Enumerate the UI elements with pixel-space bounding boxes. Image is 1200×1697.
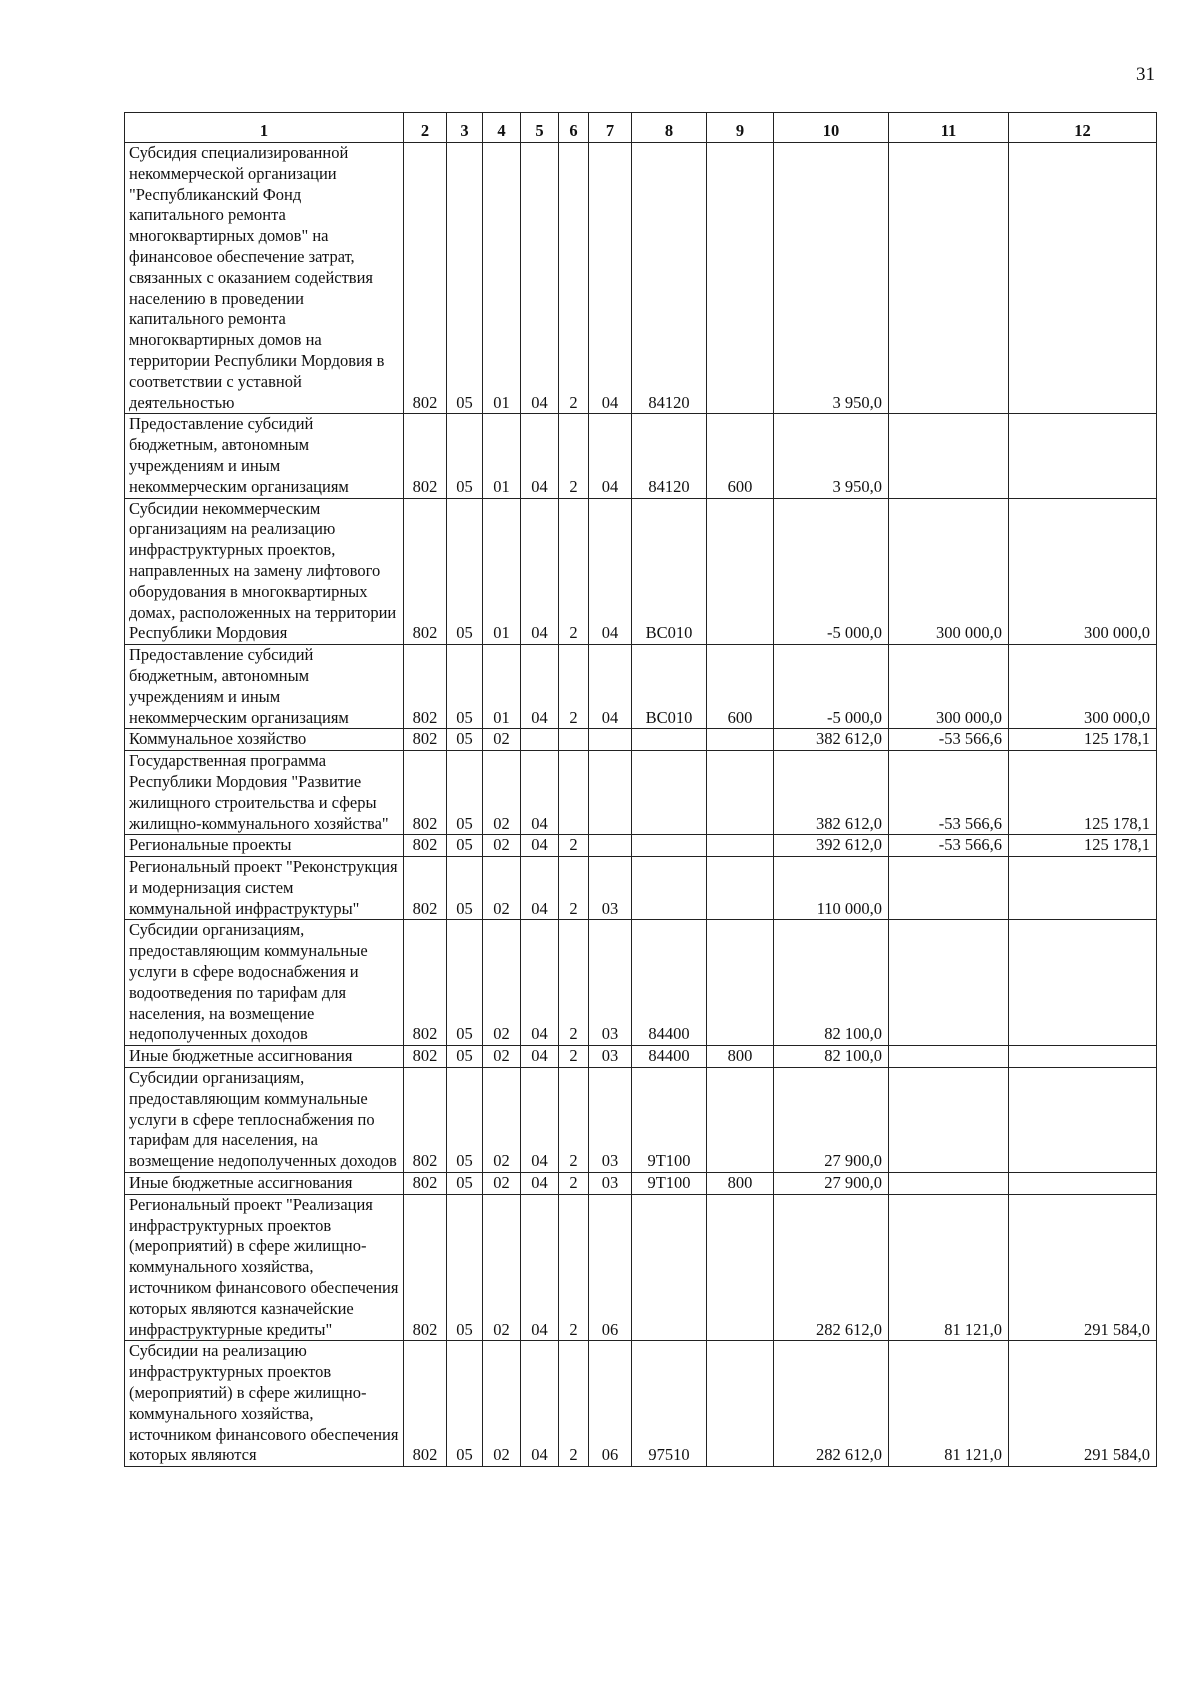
expense-type-cell: 800 (707, 1046, 774, 1068)
project-cell (589, 751, 632, 835)
section-cell: 05 (447, 414, 483, 498)
description-cell: Предоставление субсидий бюджетным, автономным учреждениям и иным некоммерческим организациям (125, 645, 404, 729)
subprogram-cell: 2 (559, 1341, 589, 1467)
program-cell: 04 (521, 1046, 559, 1068)
column-header: 4 (483, 113, 521, 143)
section-cell: 05 (447, 1046, 483, 1068)
amount-col11-cell (889, 920, 1009, 1046)
description-cell: Предоставление субсидий бюджетным, автономным учреждениям и иным некоммерческим организациям (125, 414, 404, 498)
amount-col10-cell: -5 000,0 (774, 498, 889, 645)
admin-code-cell: 802 (404, 414, 447, 498)
amount-col11-cell (889, 143, 1009, 414)
target-article-cell: 84120 (632, 143, 707, 414)
column-header: 9 (707, 113, 774, 143)
amount-col11-cell (889, 1173, 1009, 1195)
amount-col11-cell (889, 1068, 1009, 1173)
target-article-cell (632, 835, 707, 857)
subsection-cell: 01 (483, 143, 521, 414)
project-cell: 04 (589, 645, 632, 729)
expense-type-cell: 600 (707, 645, 774, 729)
project-cell: 03 (589, 920, 632, 1046)
column-header: 3 (447, 113, 483, 143)
subsection-cell: 02 (483, 751, 521, 835)
program-cell: 04 (521, 1173, 559, 1195)
description-cell: Субсидии организациям, предоставляющим коммунальные услуги в сфере водоснабжения и водоотведения по тарифам для населения, на возмещение недополученных доходов (125, 920, 404, 1046)
target-article-cell: BC010 (632, 498, 707, 645)
table-row (125, 143, 1157, 414)
program-cell: 04 (521, 857, 559, 920)
amount-col12-cell: 291 584,0 (1009, 1341, 1157, 1467)
column-header: 12 (1009, 113, 1157, 143)
amount-col12-cell: 125 178,1 (1009, 751, 1157, 835)
subsection-cell: 02 (483, 1046, 521, 1068)
table-row (125, 1173, 1157, 1195)
amount-col10-cell: 382 612,0 (774, 729, 889, 751)
subprogram-cell: 2 (559, 857, 589, 920)
amount-col12-cell: 300 000,0 (1009, 498, 1157, 645)
target-article-cell (632, 1194, 707, 1341)
section-cell: 05 (447, 143, 483, 414)
description-cell: Субсидии на реализацию инфраструктурных проектов (мероприятий) в сфере жилищно-коммунального хозяйства, источником финансового обеспечения которых являются (125, 1341, 404, 1467)
header-row (125, 113, 1157, 143)
program-cell: 04 (521, 645, 559, 729)
expense-type-cell (707, 1341, 774, 1467)
amount-col11-cell (889, 1046, 1009, 1068)
section-cell: 05 (447, 645, 483, 729)
subprogram-cell: 2 (559, 835, 589, 857)
expense-type-cell (707, 498, 774, 645)
subsection-cell: 01 (483, 498, 521, 645)
project-cell: 04 (589, 498, 632, 645)
table-row (125, 645, 1157, 729)
description-cell: Иные бюджетные ассигнования (125, 1046, 404, 1068)
table-row (125, 729, 1157, 751)
target-article-cell: 84400 (632, 1046, 707, 1068)
program-cell: 04 (521, 751, 559, 835)
amount-col11-cell: 300 000,0 (889, 498, 1009, 645)
program-cell: 04 (521, 414, 559, 498)
amount-col12-cell (1009, 1173, 1157, 1195)
expense-type-cell (707, 857, 774, 920)
page-number: 31 (1136, 64, 1155, 85)
table-body (125, 143, 1157, 1467)
admin-code-cell: 802 (404, 1173, 447, 1195)
amount-col12-cell (1009, 857, 1157, 920)
amount-col11-cell: 81 121,0 (889, 1194, 1009, 1341)
project-cell: 06 (589, 1341, 632, 1467)
amount-col11-cell: -53 566,6 (889, 751, 1009, 835)
amount-col12-cell: 300 000,0 (1009, 645, 1157, 729)
section-cell: 05 (447, 1341, 483, 1467)
amount-col11-cell (889, 414, 1009, 498)
admin-code-cell: 802 (404, 751, 447, 835)
table-row (125, 920, 1157, 1046)
section-cell: 05 (447, 1194, 483, 1341)
expense-type-cell: 600 (707, 414, 774, 498)
admin-code-cell: 802 (404, 857, 447, 920)
program-cell: 04 (521, 1068, 559, 1173)
section-cell: 05 (447, 729, 483, 751)
subprogram-cell: 2 (559, 645, 589, 729)
amount-col10-cell: 282 612,0 (774, 1341, 889, 1467)
target-article-cell (632, 751, 707, 835)
amount-col10-cell: 110 000,0 (774, 857, 889, 920)
expense-type-cell (707, 729, 774, 751)
subprogram-cell: 2 (559, 920, 589, 1046)
subsection-cell: 02 (483, 835, 521, 857)
section-cell: 05 (447, 1173, 483, 1195)
description-cell: Коммунальное хозяйство (125, 729, 404, 751)
admin-code-cell: 802 (404, 143, 447, 414)
project-cell (589, 729, 632, 751)
table-row (125, 857, 1157, 920)
expense-type-cell (707, 143, 774, 414)
subsection-cell: 02 (483, 857, 521, 920)
subprogram-cell: 2 (559, 498, 589, 645)
amount-col12-cell: 291 584,0 (1009, 1194, 1157, 1341)
amount-col12-cell (1009, 1046, 1157, 1068)
section-cell: 05 (447, 498, 483, 645)
amount-col12-cell (1009, 1068, 1157, 1173)
project-cell (589, 835, 632, 857)
target-article-cell: BC010 (632, 645, 707, 729)
budget-table (124, 112, 1157, 1467)
target-article-cell: 9T100 (632, 1068, 707, 1173)
description-cell: Государственная программа Республики Мордовия "Развитие жилищного строительства и сферы жилищно-коммунального хозяйства" (125, 751, 404, 835)
project-cell: 06 (589, 1194, 632, 1341)
target-article-cell: 84120 (632, 414, 707, 498)
project-cell: 03 (589, 857, 632, 920)
table-row (125, 751, 1157, 835)
expense-type-cell (707, 1068, 774, 1173)
project-cell: 04 (589, 414, 632, 498)
table-row (125, 498, 1157, 645)
subprogram-cell (559, 729, 589, 751)
amount-col11-cell: -53 566,6 (889, 835, 1009, 857)
program-cell: 04 (521, 1194, 559, 1341)
program-cell: 04 (521, 1341, 559, 1467)
table-row (125, 835, 1157, 857)
subsection-cell: 02 (483, 729, 521, 751)
subsection-cell: 02 (483, 1341, 521, 1467)
description-cell: Субсидии некоммерческим организациям на реализацию инфраструктурных проектов, направленных на замену лифтового оборудования в многоквартирных домах, расположенных на территории Республики Мордовия (125, 498, 404, 645)
project-cell: 03 (589, 1173, 632, 1195)
subprogram-cell: 2 (559, 1068, 589, 1173)
description-cell: Региональные проекты (125, 835, 404, 857)
description-cell: Региональный проект "Реконструкция и модернизация систем коммунальной инфраструктуры" (125, 857, 404, 920)
admin-code-cell: 802 (404, 729, 447, 751)
target-article-cell: 97510 (632, 1341, 707, 1467)
target-article-cell (632, 729, 707, 751)
amount-col10-cell: -5 000,0 (774, 645, 889, 729)
admin-code-cell: 802 (404, 1194, 447, 1341)
column-header: 7 (589, 113, 632, 143)
program-cell (521, 729, 559, 751)
subsection-cell: 01 (483, 414, 521, 498)
column-header: 1 (125, 113, 404, 143)
subsection-cell: 02 (483, 1173, 521, 1195)
description-cell: Субсидия специализированной некоммерческой организации "Республиканский Фонд капитального ремонта многоквартирных домов" на финансовое обеспечение затрат, связанных с оказанием содействия населению в проведении капитального ремонта многоквартирных домов на территории Республики Мордовия в соответствии с уставной деятельностью (125, 143, 404, 414)
amount-col10-cell: 27 900,0 (774, 1068, 889, 1173)
subsection-cell: 01 (483, 645, 521, 729)
section-cell: 05 (447, 857, 483, 920)
target-article-cell: 9T100 (632, 1173, 707, 1195)
program-cell: 04 (521, 835, 559, 857)
admin-code-cell: 802 (404, 835, 447, 857)
amount-col10-cell: 3 950,0 (774, 143, 889, 414)
project-cell: 03 (589, 1046, 632, 1068)
project-cell: 04 (589, 143, 632, 414)
section-cell: 05 (447, 751, 483, 835)
target-article-cell (632, 857, 707, 920)
target-article-cell: 84400 (632, 920, 707, 1046)
table-row (125, 1046, 1157, 1068)
amount-col12-cell (1009, 920, 1157, 1046)
amount-col10-cell: 82 100,0 (774, 920, 889, 1046)
column-header: 6 (559, 113, 589, 143)
expense-type-cell: 800 (707, 1173, 774, 1195)
admin-code-cell: 802 (404, 1341, 447, 1467)
subprogram-cell: 2 (559, 143, 589, 414)
amount-col10-cell: 382 612,0 (774, 751, 889, 835)
section-cell: 05 (447, 1068, 483, 1173)
amount-col12-cell: 125 178,1 (1009, 835, 1157, 857)
subsection-cell: 02 (483, 1194, 521, 1341)
subsection-cell: 02 (483, 920, 521, 1046)
table-row (125, 1341, 1157, 1467)
column-header: 8 (632, 113, 707, 143)
expense-type-cell (707, 751, 774, 835)
subprogram-cell: 2 (559, 1173, 589, 1195)
program-cell: 04 (521, 920, 559, 1046)
subprogram-cell (559, 751, 589, 835)
table-row (125, 414, 1157, 498)
column-header: 2 (404, 113, 447, 143)
subsection-cell: 02 (483, 1068, 521, 1173)
column-header: 5 (521, 113, 559, 143)
description-cell: Региональный проект "Реализация инфраструктурных проектов (мероприятий) в сфере жилищно-коммунального хозяйства, источником финансового обеспечения которых являются казначейские инфраструктурные кредиты" (125, 1194, 404, 1341)
admin-code-cell: 802 (404, 645, 447, 729)
expense-type-cell (707, 1194, 774, 1341)
amount-col12-cell: 125 178,1 (1009, 729, 1157, 751)
amount-col10-cell: 282 612,0 (774, 1194, 889, 1341)
subprogram-cell: 2 (559, 414, 589, 498)
column-header: 10 (774, 113, 889, 143)
program-cell: 04 (521, 143, 559, 414)
amount-col10-cell: 3 950,0 (774, 414, 889, 498)
expense-type-cell (707, 835, 774, 857)
admin-code-cell: 802 (404, 1068, 447, 1173)
expense-type-cell (707, 920, 774, 1046)
program-cell: 04 (521, 498, 559, 645)
subprogram-cell: 2 (559, 1046, 589, 1068)
amount-col10-cell: 392 612,0 (774, 835, 889, 857)
amount-col12-cell (1009, 143, 1157, 414)
section-cell: 05 (447, 920, 483, 1046)
amount-col11-cell: 300 000,0 (889, 645, 1009, 729)
amount-col11-cell: -53 566,6 (889, 729, 1009, 751)
amount-col11-cell: 81 121,0 (889, 1341, 1009, 1467)
description-cell: Иные бюджетные ассигнования (125, 1173, 404, 1195)
table-row (125, 1068, 1157, 1173)
table-row (125, 1194, 1157, 1341)
amount-col10-cell: 82 100,0 (774, 1046, 889, 1068)
description-cell: Субсидии организациям, предоставляющим коммунальные услуги в сфере теплоснабжения по тарифам для населения, на возмещение недополученных доходов (125, 1068, 404, 1173)
amount-col12-cell (1009, 414, 1157, 498)
project-cell: 03 (589, 1068, 632, 1173)
subprogram-cell: 2 (559, 1194, 589, 1341)
admin-code-cell: 802 (404, 498, 447, 645)
admin-code-cell: 802 (404, 920, 447, 1046)
admin-code-cell: 802 (404, 1046, 447, 1068)
amount-col11-cell (889, 857, 1009, 920)
column-header: 11 (889, 113, 1009, 143)
amount-col10-cell: 27 900,0 (774, 1173, 889, 1195)
section-cell: 05 (447, 835, 483, 857)
